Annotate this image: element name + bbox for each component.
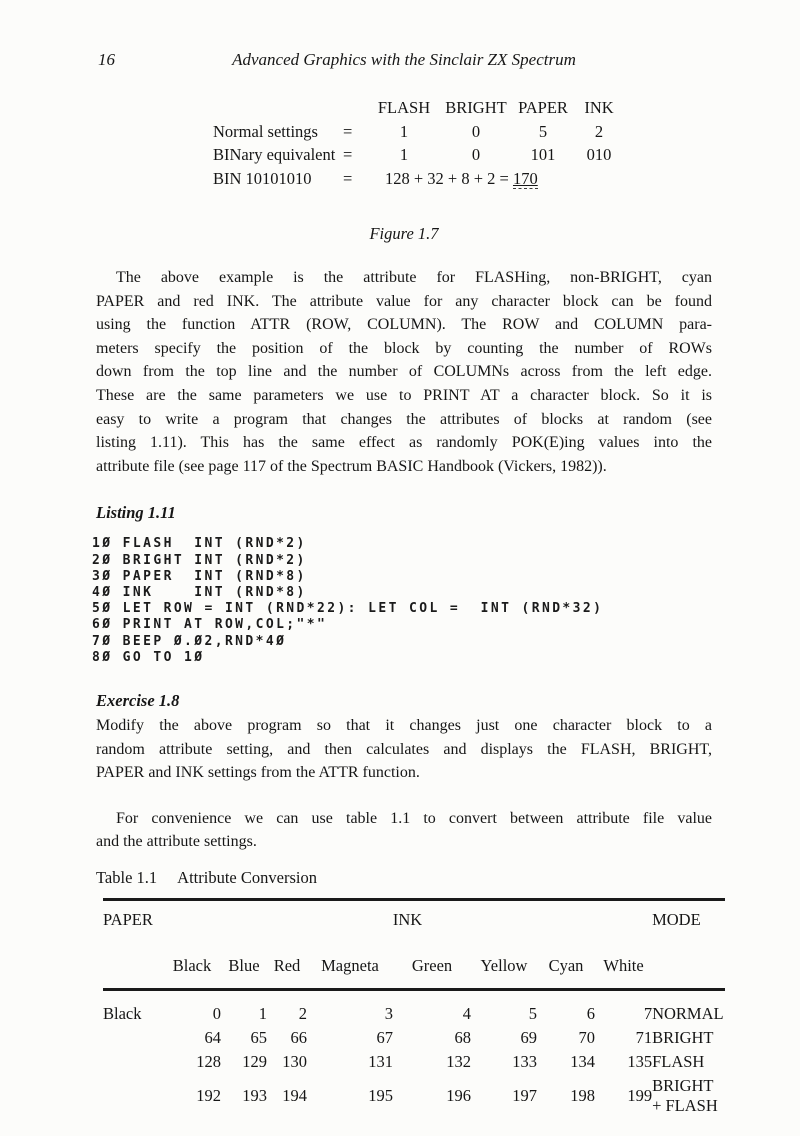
attribute-value-cell: 135 [627, 1051, 653, 1071]
text-line: Modify the above program so that it changes just one character block to a [96, 716, 712, 734]
ink-group-header: INK [392, 909, 423, 929]
figure-col-header-flash: FLASH [377, 98, 431, 117]
attribute-value-cell: 70 [578, 1027, 595, 1047]
table-row [103, 1050, 725, 1074]
paper-color-cell: Black [103, 1003, 142, 1023]
attribute-value-cell: 199 [627, 1085, 653, 1105]
attribute-value-cell: 7 [643, 1003, 653, 1023]
ink-color-header: Cyan [537, 930, 595, 990]
running-head [96, 50, 712, 70]
paper-column-spacer [103, 930, 163, 990]
ink-color-header: White [595, 930, 652, 990]
figure-row-label: BINary equivalent [213, 145, 336, 164]
attribute-value-cell: 194 [282, 1085, 307, 1105]
attribute-value-cell: 129 [242, 1051, 267, 1071]
attribute-value-cell: 3 [384, 1003, 393, 1023]
table-caption-label: Table 1.1 [96, 867, 158, 887]
mode-cell: NORMAL [652, 1003, 724, 1023]
attribute-value-cell: 195 [368, 1085, 393, 1105]
attribute-value-cell: 197 [512, 1085, 537, 1105]
figure-value: 101 [530, 145, 556, 164]
exercise-title: Exercise 1.8 [96, 690, 180, 710]
table-row [103, 1026, 725, 1050]
figure-value: 1 [399, 145, 409, 164]
text-line: using the function ATTR (ROW, COLUMN). The ROW and COLUMN para- [96, 316, 712, 334]
mode-column-spacer [652, 930, 725, 990]
ink-color-header: Yellow [471, 930, 537, 990]
table-caption-title: Attribute Conversion [177, 867, 317, 887]
text-line: attribute file (see page 117 of the Spectrum BASIC Handbook (Vickers, 1982)). [96, 457, 607, 475]
mode-cell: BRIGHT + FLASH [652, 1074, 725, 1118]
figure-value: 1 [399, 121, 409, 141]
code-line: 7Ø BEEP Ø.Ø2,RND*4Ø [92, 633, 287, 649]
code-line: 3Ø PAPER INT (RND*8) [92, 568, 307, 584]
attribute-value-cell: 71 [635, 1027, 653, 1047]
table-row [103, 1074, 725, 1118]
paper-color-cell [103, 1074, 163, 1118]
text-line: For convenience we can use table 1.1 to convert between attribute file value [116, 809, 712, 827]
figure-sum-expression [367, 167, 623, 191]
figure-1-7 [96, 96, 712, 244]
mode-cell-line2: + FLASH [652, 1095, 718, 1115]
text-line: meters specify the position of the block by counting the number of ROWs [96, 339, 712, 357]
attribute-value-cell: 2 [298, 1003, 307, 1023]
attribute-value-cell: 132 [446, 1051, 471, 1071]
code-line: 5Ø LET ROW = INT (RND*22): LET COL = INT (RND*32) [92, 601, 604, 617]
attribute-value-cell: 5 [528, 1003, 537, 1023]
attribute-value-cell: 65 [250, 1027, 267, 1047]
figure-attribute-table [213, 96, 712, 190]
code-line: 1Ø FLASH INT (RND*2) [92, 536, 307, 552]
paragraph-table-intro [96, 807, 712, 854]
table-1-1 [96, 867, 724, 1118]
attribute-value-cell: 192 [196, 1085, 221, 1105]
attribute-value-cell: 67 [376, 1027, 393, 1047]
ink-color-header: Red [267, 930, 307, 990]
equals-sign: = [343, 168, 353, 188]
table-caption [96, 868, 712, 888]
paper-color-cell [103, 1026, 163, 1050]
table-group-header-row [103, 899, 725, 930]
listing-title: Listing 1.11 [96, 503, 176, 523]
figure-value: 2 [594, 121, 604, 141]
ink-color-header: Magneta [307, 930, 393, 990]
ink-color-header-row [103, 930, 725, 990]
page-number: 16 [98, 50, 115, 69]
equals-sign: = [343, 145, 353, 164]
figure-row-label: BIN 10101010 [213, 168, 312, 188]
figure-value: 0 [471, 121, 481, 141]
figure-caption: Figure 1.7 [369, 224, 439, 243]
text-line: easy to write a program that changes the attributes of blocks at random (see [96, 410, 712, 428]
text-line: PAPER and red INK. The attribute value for any character block can be found [96, 292, 712, 310]
attribute-value-cell: 133 [512, 1051, 537, 1071]
mode-cell: BRIGHT [652, 1027, 714, 1047]
attribute-value-cell: 66 [290, 1027, 307, 1047]
code-line: 6Ø PRINT AT ROW,COL;"*" [92, 617, 328, 633]
listing-1-11 [92, 502, 712, 666]
figure-col-header-bright: BRIGHT [445, 98, 507, 117]
text-line: random attribute setting, and then calculates and displays the FLASH, BRIGHT, [96, 740, 712, 758]
exercise-1-8 [96, 690, 712, 785]
paper-group-header: PAPER [103, 909, 153, 929]
mode-group-header: MODE [652, 909, 701, 929]
figure-value: 010 [586, 145, 612, 164]
attribute-value-cell: 193 [242, 1085, 267, 1105]
equals-sign: = [343, 121, 353, 141]
exercise-text [96, 714, 712, 785]
paper-color-cell [103, 1050, 163, 1074]
figure-value: 5 [538, 121, 548, 141]
text-line: PAPER and INK settings from the ATTR function. [96, 764, 420, 782]
figure-value: 0 [471, 145, 481, 164]
figure-col-header-ink: INK [584, 98, 614, 117]
ink-color-header: Blue [221, 930, 267, 990]
text-line: and the attribute settings. [96, 833, 257, 851]
attribute-value-cell: 198 [570, 1085, 595, 1105]
sum-terms: 128 + 32 + 8 + 2 = [385, 168, 513, 188]
attribute-value-cell: 130 [282, 1051, 307, 1071]
attribute-value-cell: 6 [586, 1003, 595, 1023]
text-line: down from the top line and the number of COLUMNs across from the left edge. [96, 363, 712, 381]
sum-result-underlined: 170 [512, 168, 538, 188]
code-line: 4Ø INK INT (RND*8) [92, 584, 307, 600]
attribute-value-cell: 196 [446, 1085, 471, 1105]
figure-col-header-paper: PAPER [518, 98, 568, 117]
attribute-value-cell: 68 [454, 1027, 471, 1047]
mode-cell: FLASH [652, 1051, 705, 1071]
figure-row-label: Normal settings [213, 121, 318, 141]
attr-table-body [103, 989, 725, 1118]
attribute-value-cell: 4 [462, 1003, 471, 1023]
text-line: listing 1.11). This has the same effect as randomly POK(E)ing values into the [96, 434, 712, 452]
code-line: 8Ø GO TO 1Ø [92, 649, 205, 665]
ink-color-header: Black [163, 930, 221, 990]
text-line: The above example is the attribute for FLASHing, non-BRIGHT, cyan [116, 269, 712, 286]
attribute-value-cell: 131 [368, 1051, 393, 1071]
attribute-value-cell: 1 [258, 1003, 267, 1023]
attribute-value-cell: 64 [204, 1027, 221, 1047]
text-line: These are the same parameters we use to PRINT AT a character block. So it is [96, 386, 712, 404]
running-title: Advanced Graphics with the Sinclair ZX Spectrum [232, 50, 576, 69]
attribute-value-cell: 134 [570, 1051, 595, 1071]
table-row [103, 989, 725, 1026]
attribute-value-cell: 69 [520, 1027, 537, 1047]
code-line: 2Ø BRIGHT INT (RND*2) [92, 552, 307, 568]
attribute-value-cell: 128 [196, 1051, 221, 1071]
paragraph-attribute-explanation [96, 266, 712, 478]
attribute-value-cell: 0 [212, 1003, 221, 1023]
ink-color-header: Green [393, 930, 471, 990]
attribute-conversion-table [103, 898, 725, 1118]
basic-code-listing [92, 536, 712, 666]
